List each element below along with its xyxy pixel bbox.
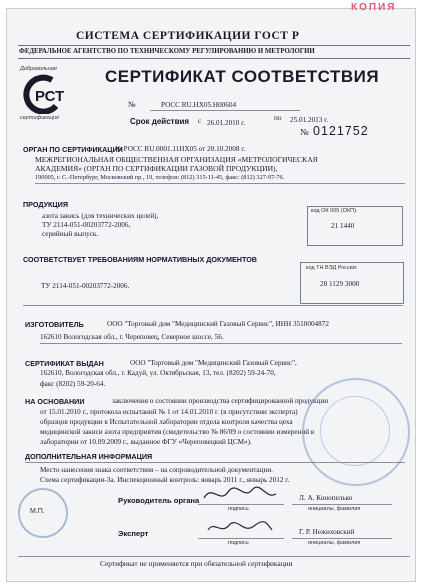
basis-line-3: образцов продукции в Испытательной лаборатории отдела контроля качества цеха xyxy=(40,418,293,426)
tnved-value: 28 1129 3000 xyxy=(320,280,360,288)
head-sign-caption: подпись xyxy=(228,506,249,512)
logo-mark: РСТ xyxy=(35,88,64,105)
system-title: СИСТЕМА СЕРТИФИКАЦИИ ГОСТ Р xyxy=(76,30,300,42)
extra-line-1: Место нанесения знака соответствия – на сопроводительной документации. xyxy=(40,466,273,474)
issued-line-3: факс (8202) 59-20-64. xyxy=(40,380,106,388)
expert-sign-caption: подпись xyxy=(228,540,249,546)
manufacturer-underline xyxy=(40,343,402,344)
basis-label: НА ОСНОВАНИИ xyxy=(25,397,85,406)
basis-line-4: медицинской закиси азота предприятия (свидетельство № 86/09 о состоянии измерений в xyxy=(40,428,315,436)
head-label: Руководитель органа xyxy=(118,496,200,505)
expert-name-caption: инициалы, фамилия xyxy=(308,540,361,546)
norms-label: СООТВЕТСТВУЕТ ТРЕБОВАНИЯМ НОРМАТИВНЫХ ДОКУМЕНТОВ xyxy=(23,255,257,264)
manufacturer-line-2: 162610 Вологодская обл., г. Череповец, Северное шоссе, 56. xyxy=(40,333,224,341)
agency-title: ФЕДЕРАЛЬНОЕ АГЕНТСТВО ПО ТЕХНИЧЕСКОМУ РЕГУЛИРОВАНИЮ И МЕТРОЛОГИИ xyxy=(19,48,315,55)
expert-signature-icon xyxy=(204,516,276,538)
expert-label: Эксперт xyxy=(118,529,149,538)
issued-line-1: ООО "Торговый дом "Медицинский Газовый Сервис", xyxy=(130,359,297,367)
product-line-1: азота закись (для технических целей), xyxy=(42,212,159,220)
tnved-label: код ТН ВЭД России: xyxy=(306,265,358,271)
head-signature-icon xyxy=(200,482,280,506)
okp-value: 21 1440 xyxy=(331,222,355,230)
issued-line-2: 162610, Вологодская обл., г. Кадуй, ул. Октябрьская, 13, тел. (8202) 59-24-70, xyxy=(40,369,276,377)
norms-line-1: ТУ 2114-051-00203772-2006. xyxy=(41,282,130,290)
head-sign-line xyxy=(198,504,284,505)
head-name: Л. А. Конопелько xyxy=(299,494,353,502)
cert-no-label: № xyxy=(128,100,136,109)
footer-note: Сертификат не применяется при обязательной сертификации xyxy=(100,559,293,568)
organ-stamp-inner xyxy=(320,396,390,466)
okp-label: код ОК 005 (ОКП): xyxy=(311,208,358,214)
extra-underline xyxy=(25,462,405,463)
manufacturer-label: ИЗГОТОВИТЕЛЬ xyxy=(25,320,84,329)
organ-line-2: МЕЖРЕГИОНАЛЬНАЯ ОБЩЕСТВЕННАЯ ОРГАНИЗАЦИЯ «МЕТРОЛОГИЧЕСКАЯ xyxy=(35,155,318,164)
issued-label: СЕРТИФИКАТ ВЫДАН xyxy=(25,359,104,368)
organ-line-3: АКАДЕМИЯ» (ОРГАН ПО СЕРТИФИКАЦИИ ГАЗОВОЙ ПРОДУКЦИИ), xyxy=(35,164,278,173)
expert-name: Г. Р. Нежиховский xyxy=(299,528,355,536)
logo-top-text: Добровольная xyxy=(20,66,57,72)
expert-name-line xyxy=(292,538,392,539)
header-rule-2 xyxy=(18,58,410,59)
norms-underline xyxy=(23,305,403,306)
cert-no-value: РОСС RU.НХ05.Н00604 xyxy=(161,101,237,109)
certificate-title: СЕРТИФИКАТ СООТВЕТСТВИЯ xyxy=(105,67,380,86)
basis-line-5: лаборатории от 10.09.2009 г., выданное ФГУ «Череповецкий ЦСМ»). xyxy=(40,438,252,446)
validity-from-label: с xyxy=(198,117,202,125)
organ-underline xyxy=(35,183,405,184)
head-name-line xyxy=(292,504,392,505)
header-rule xyxy=(18,45,410,46)
validity-from-value: 26.01.2010 г. xyxy=(207,119,246,127)
extra-line-2: Схема сертификации-3а. Инспекционный контроль: январь 2011 г., январь 2012 г. xyxy=(40,476,290,484)
manufacturer-line-1: ООО "Торговый дом "Медицинский Газовый Сервис", ИНН 3510004872 xyxy=(107,320,329,328)
logo-bottom-text: сертификация xyxy=(20,115,59,121)
footer-rule xyxy=(18,556,410,557)
validity-label: Срок действия xyxy=(130,117,190,126)
basis-line-2: от 15.01.2010 г., протокола испытаний № 1 от 14.01.2010 г. (в присутствии эксперта) xyxy=(40,408,298,416)
copy-mark: КОПИЯ xyxy=(351,2,397,13)
extra-label: ДОПОЛНИТЕЛЬНАЯ ИНФОРМАЦИЯ xyxy=(25,452,153,461)
organ-line-1: № РОСС RU.0001.11НХ05 от 20.10.2008 г. xyxy=(115,145,246,153)
mp-label: М.П. xyxy=(30,508,45,515)
rst-logo-icon xyxy=(22,74,64,114)
validity-to-value: 25.01.2013 г. xyxy=(290,116,329,124)
cert-no-underline xyxy=(150,110,300,111)
serial-label: № xyxy=(300,127,309,137)
organ-line-4: 190005, г. С.-Петербург, Московский пр., 19, телефон: (812) 315-11-45, факс: (812) 327-97-76. xyxy=(35,174,285,181)
basis-line-1: заключения о состоянии производства сертифицированной продукции xyxy=(112,397,329,405)
serial-number: 0121752 xyxy=(313,124,369,138)
head-name-caption: инициалы, фамилия xyxy=(308,506,361,512)
expert-sign-line xyxy=(198,538,284,539)
organ-label: ОРГАН ПО СЕРТИФИКАЦИИ xyxy=(23,145,123,154)
product-line-2: ТУ 2114-051-00203772-2006, xyxy=(42,221,131,229)
product-label: ПРОДУКЦИЯ xyxy=(23,200,69,209)
validity-to-label: по xyxy=(274,114,282,122)
product-line-3: серийный выпуск. xyxy=(42,230,99,238)
